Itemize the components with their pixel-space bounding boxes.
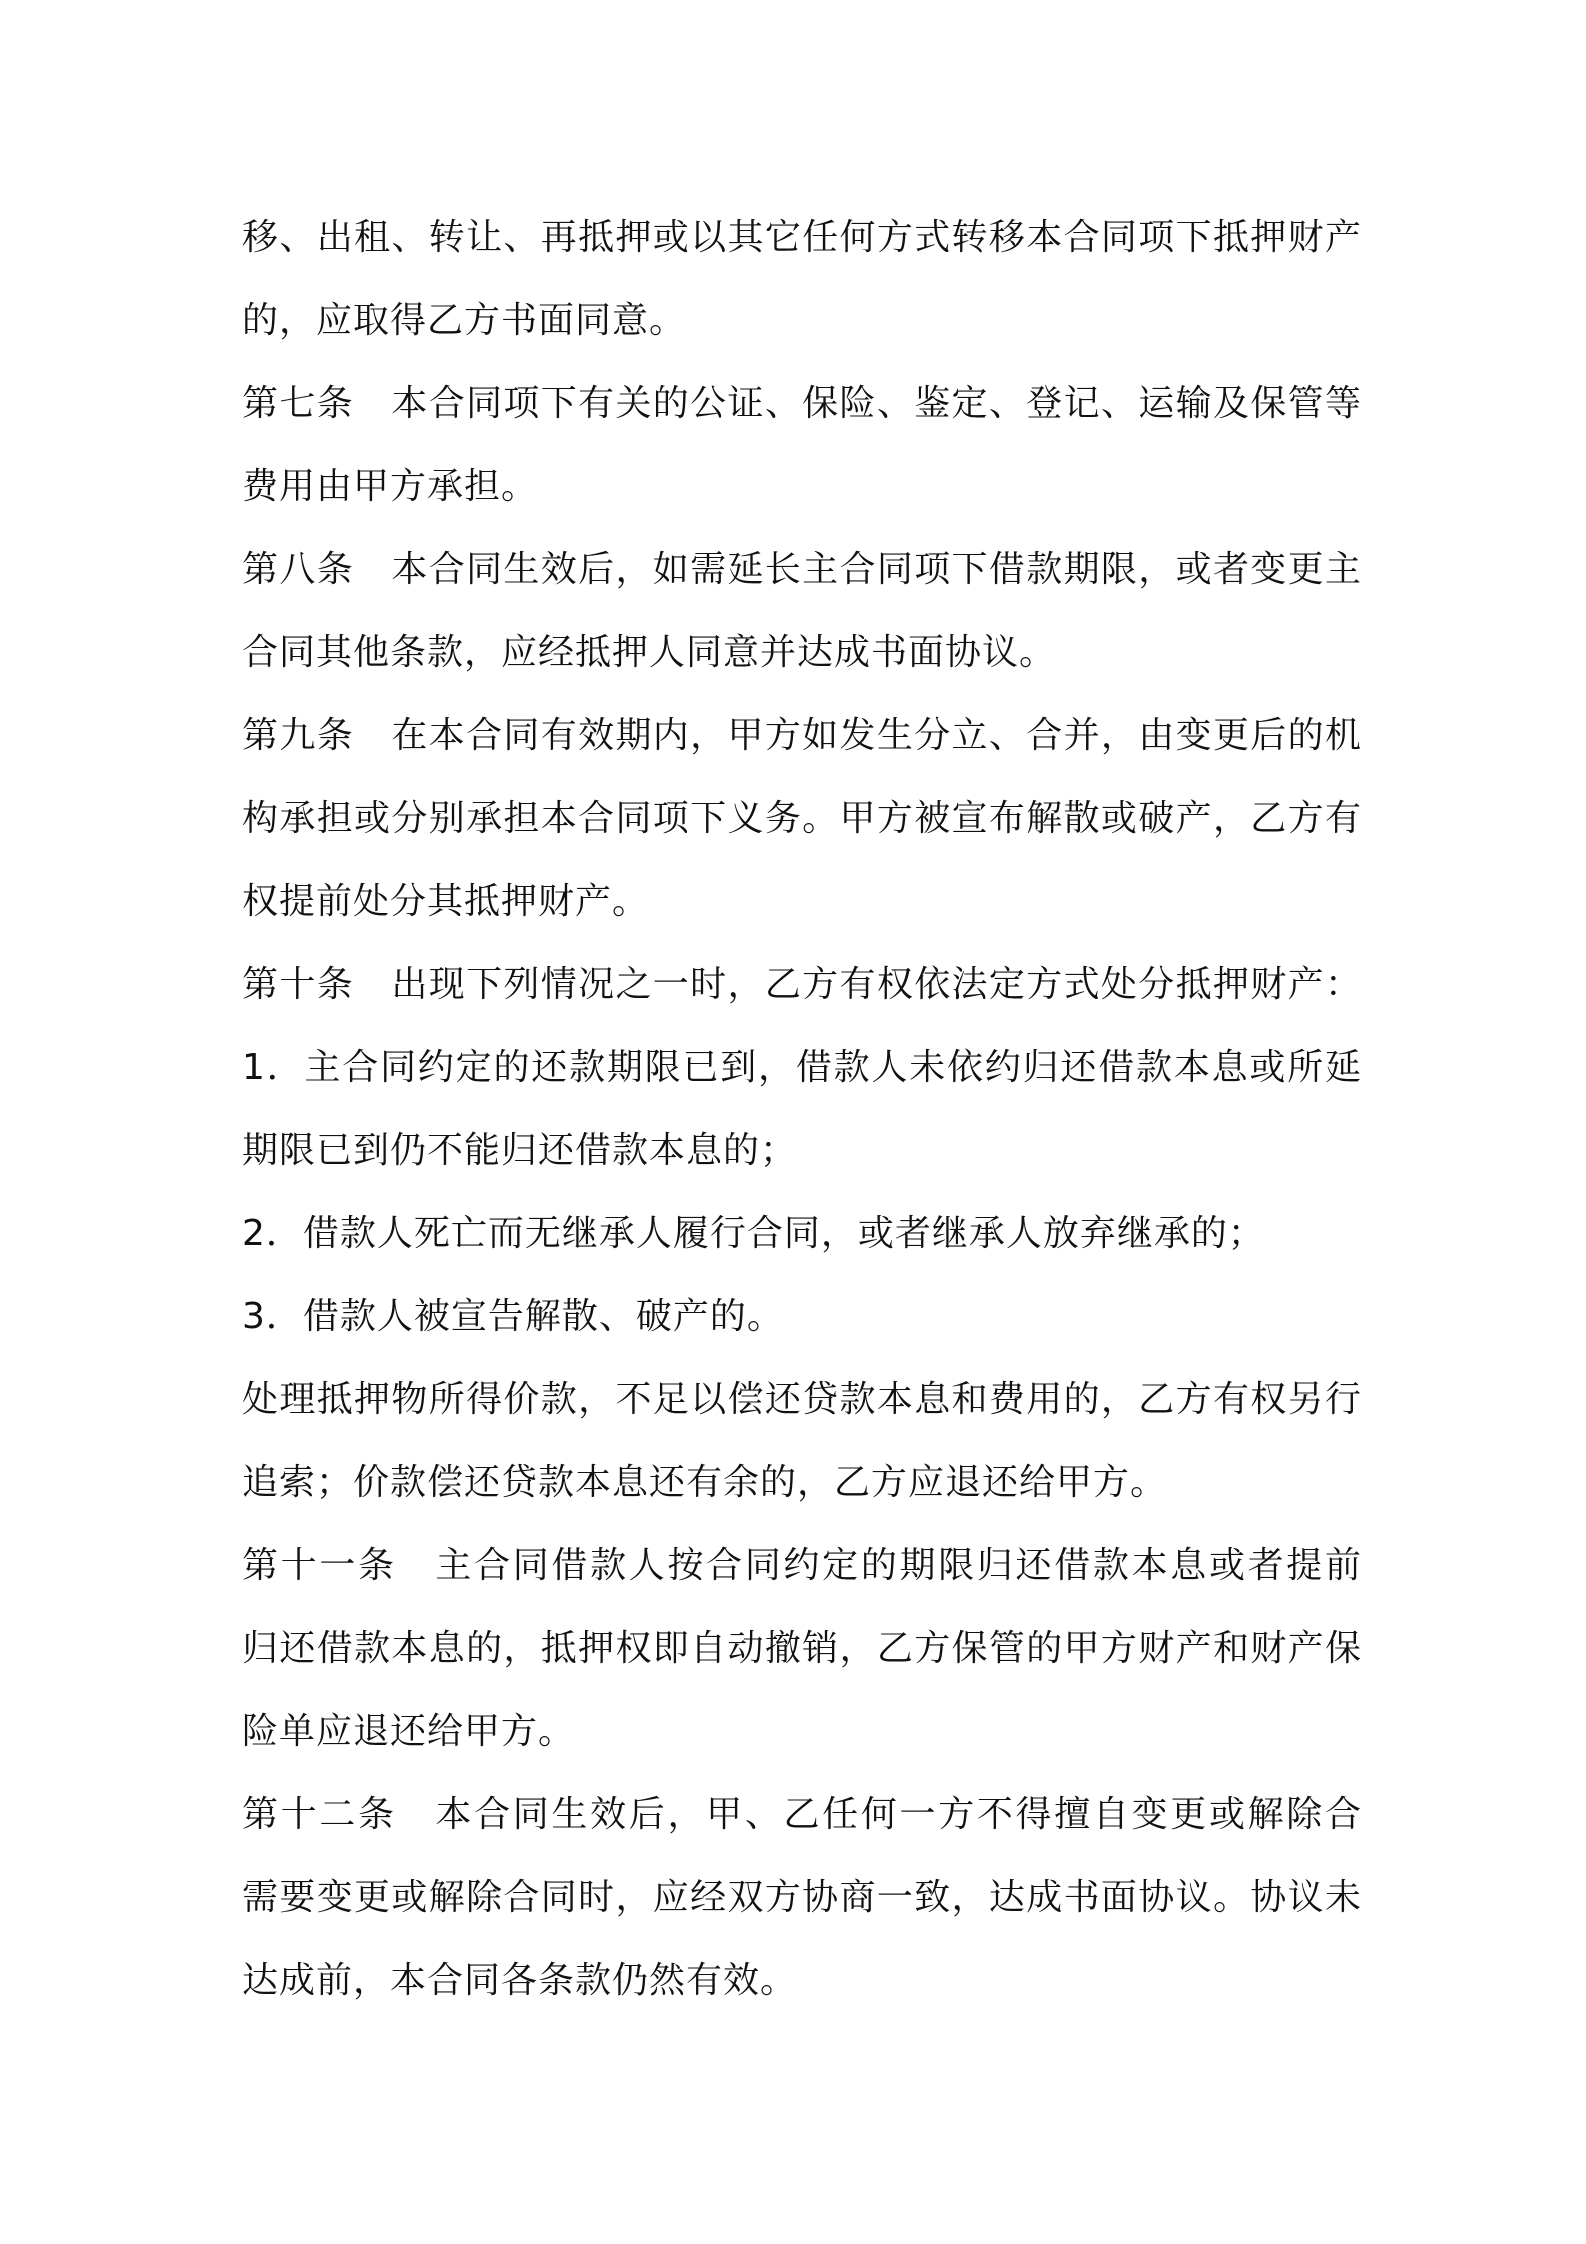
text-line: 处理抵押物所得价款，不足以偿还贷款本息和费用的，乙方有权另行 <box>242 1379 1362 1420</box>
text-line: 权提前处分其抵押财产。 <box>242 881 650 922</box>
article-9-heading-line: 第九条 在本合同有效期内，甲方如发生分立、合并，由变更后的机 <box>242 715 1362 756</box>
article-8-heading-line: 第八条 本合同生效后，如需延长主合同项下借款期限，或者变更主 <box>242 549 1362 590</box>
text-line: 归还借款本息的，抵押权即自动撤销，乙方保管的甲方财产和财产保 <box>242 1628 1362 1669</box>
text-line: 追索；价款偿还贷款本息还有余的，乙方应退还给甲方。 <box>242 1462 1168 1503</box>
list-item-2: 2．借款人死亡而无继承人履行合同，或者继承人放弃继承的； <box>242 1213 1265 1254</box>
article-11-heading-line: 第十一条 主合同借款人按合同约定的期限归还借款本息或者提前 <box>242 1545 1362 1586</box>
text-line: 构承担或分别承担本合同项下义务。甲方被宣布解散或破产，乙方有 <box>242 798 1362 839</box>
text-line: 需要变更或解除合同时，应经双方协商一致，达成书面协议。协议未 <box>242 1877 1362 1918</box>
list-item-1: 1．主合同约定的还款期限已到，借款人未依约归还借款本息或所延 <box>242 1047 1362 1088</box>
text-line: 移、出租、转让、再抵押或以其它任何方式转移本合同项下抵押财产 <box>242 217 1362 258</box>
text-line: 险单应退还给甲方。 <box>242 1711 576 1752</box>
text-line: 费用由甲方承担。 <box>242 466 539 507</box>
article-7-heading-line: 第七条 本合同项下有关的公证、保险、鉴定、登记、运输及保管等 <box>242 383 1362 424</box>
list-item-3: 3．借款人被宣告解散、破产的。 <box>242 1296 784 1337</box>
text-line: 期限已到仍不能归还借款本息的； <box>242 1130 798 1171</box>
article-12-heading-line: 第十二条 本合同生效后，甲、乙任何一方不得擅自变更或解除合 <box>242 1794 1362 1835</box>
text-line: 合同其他条款，应经抵押人同意并达成书面协议。 <box>242 632 1057 673</box>
text-line: 达成前，本合同各条款仍然有效。 <box>242 1960 798 2001</box>
contract-text <box>242 196 1362 2022</box>
text-line: 的，应取得乙方书面同意。 <box>242 300 687 341</box>
article-10-heading-line: 第十条 出现下列情况之一时，乙方有权依法定方式处分抵押财产： <box>242 964 1362 1005</box>
